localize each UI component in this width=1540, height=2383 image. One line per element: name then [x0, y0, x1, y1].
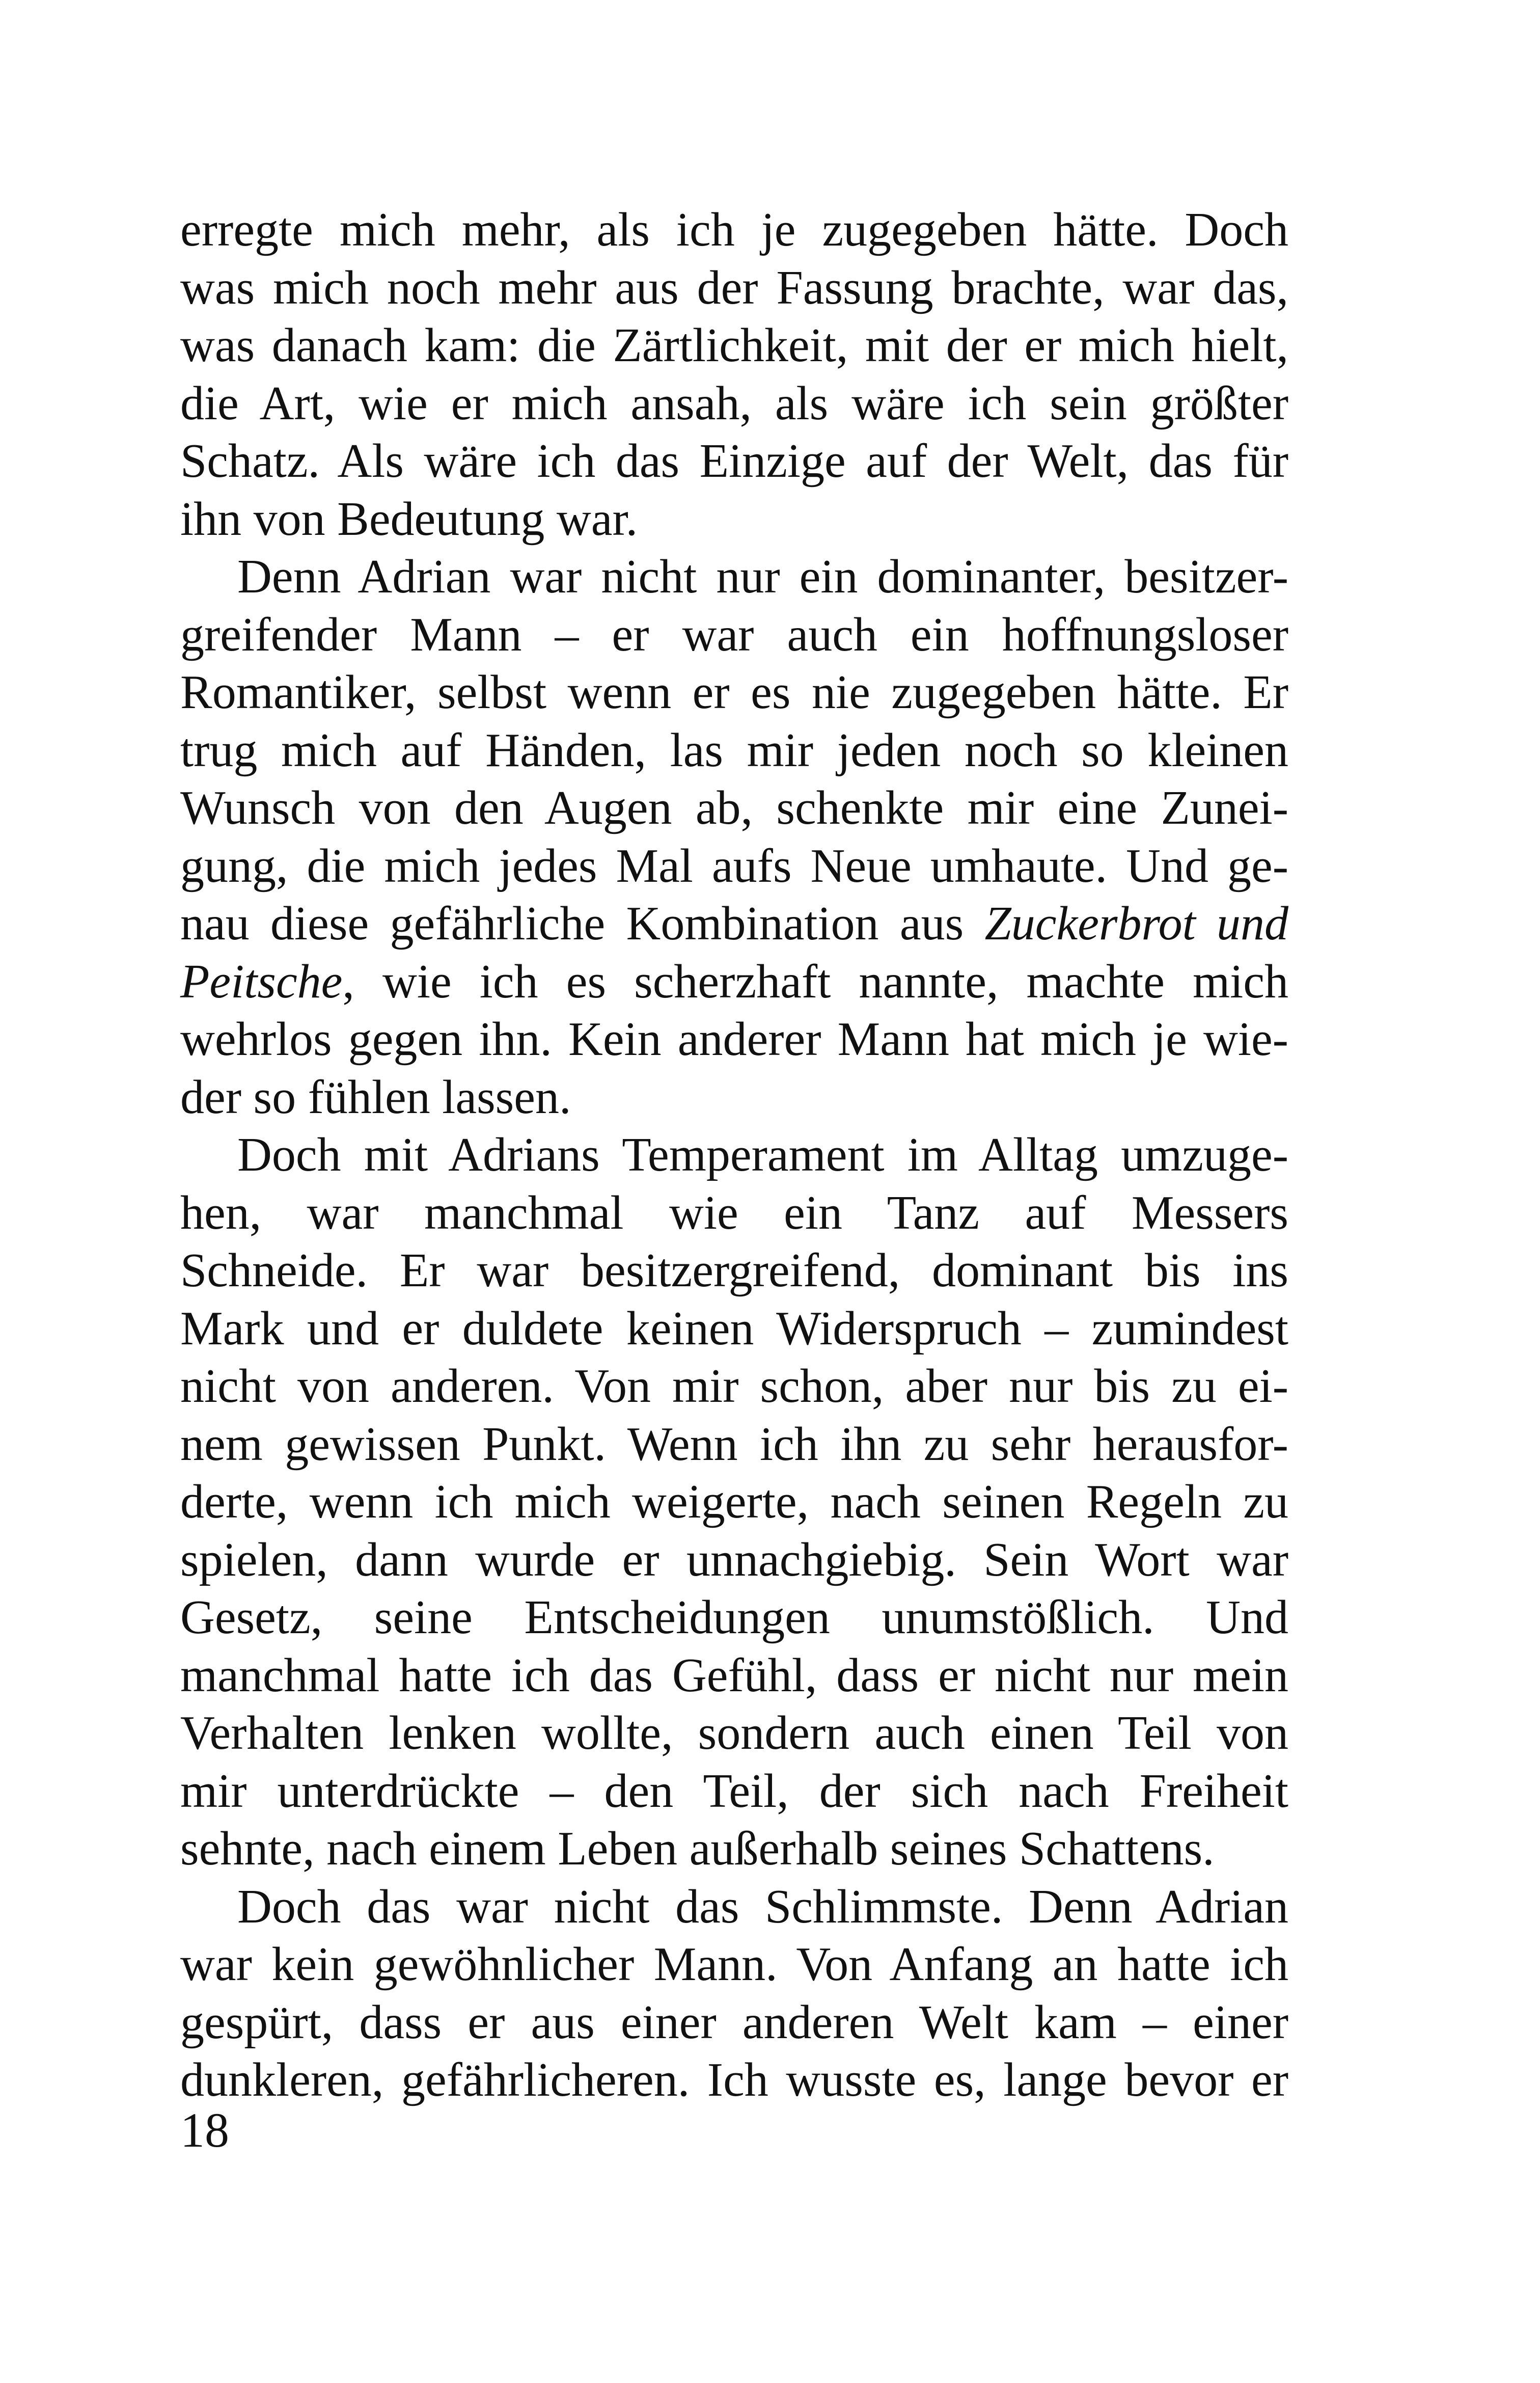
text-line: dunkleren, gefährlicheren. Ich wusste es, lange bevor er [180, 2053, 1288, 2106]
text-line: Doch das war nicht das Schlimmste. Denn Adrian [237, 1880, 1288, 1933]
text-line: greifender Mann – er war auch ein hoffnungsloser [180, 608, 1288, 661]
text-line: manchmal hatte ich das Gefühl, dass er nicht nur mein [180, 1648, 1288, 1702]
text-line: Denn Adrian war nicht nur ein dominanter, besitzer- [237, 550, 1288, 603]
text-line: nicht von anderen. Von mir schon, aber nur bis zu ei- [180, 1360, 1288, 1413]
text-line: was danach kam: die Zärtlichkeit, mit der er mich hielt, [180, 319, 1288, 372]
text-line: Doch mit Adrians Temperament im Alltag umzuge- [237, 1128, 1288, 1181]
text-line: mir unterdrückte – den Teil, der sich nach Freiheit [180, 1764, 1288, 1818]
text-line: die Art, wie er mich ansah, als wäre ich sein größter [180, 376, 1288, 430]
text-line: was mich noch mehr aus der Fassung brachte, war das, [180, 261, 1288, 314]
text-line: nem gewissen Punkt. Wenn ich ihn zu sehr herausfor- [180, 1417, 1288, 1471]
text-line: wehrlos gegen ihn. Kein anderer Mann hat mich je wie- [180, 1013, 1288, 1066]
text-line [180, 895, 1288, 953]
text-line: trug mich auf Händen, las mir jeden noch so kleinen [180, 723, 1288, 777]
body-text [180, 201, 1288, 2109]
text-line: Schneide. Er war besitzergreifend, dominant bis ins [180, 1244, 1288, 1297]
italic-text: Peitsche [180, 955, 343, 1008]
italic-text: Zuckerbrot und [984, 897, 1289, 950]
text-line: Schatz. Als wäre ich das Einzige auf der Welt, das für [180, 435, 1288, 488]
text-line: der so fühlen lassen. [180, 1070, 571, 1124]
text-line: Romantiker, selbst wenn er es nie zugegeben hätte. Er [180, 666, 1288, 719]
text-line: gespürt, dass er aus einer anderen Welt kam – einer [180, 1995, 1288, 2049]
text-line [180, 953, 1288, 1011]
page-number: 18 [180, 2103, 229, 2157]
text-line: war kein gewöhnlicher Mann. Von Anfang an hatte ich [180, 1938, 1288, 1991]
text-segment: nau diese gefährliche Kombination aus [180, 897, 985, 950]
text-line: Mark und er duldete keinen Widerspruch – zumindest [180, 1302, 1288, 1355]
text-line: Verhalten lenken wollte, sondern auch einen Teil von [180, 1707, 1288, 1759]
text-line: Gesetz, seine Entscheidungen unumstößlich. Und [180, 1591, 1288, 1644]
text-line: gung, die mich jedes Mal aufs Neue umhaute. Und ge- [180, 839, 1288, 892]
text-segment: , wie ich es scherzhaft nannte, machte mich [342, 955, 1288, 1008]
text-line: hen, war manchmal wie ein Tanz auf Messers [180, 1186, 1288, 1239]
text-line: spielen, dann wurde er unnachgiebig. Sein Wort war [180, 1533, 1288, 1586]
text-line: ihn von Bedeutung war. [180, 492, 638, 546]
text-line: erregte mich mehr, als ich je zugegeben hätte. Doch [180, 203, 1288, 256]
text-line: Wunsch von den Augen ab, schenkte mir eine Zunei- [180, 781, 1288, 834]
text-line: sehnte, nach einem Leben außerhalb seines Schattens. [180, 1822, 1215, 1875]
text-line: derte, wenn ich mich weigerte, nach seinen Regeln zu [180, 1475, 1288, 1528]
